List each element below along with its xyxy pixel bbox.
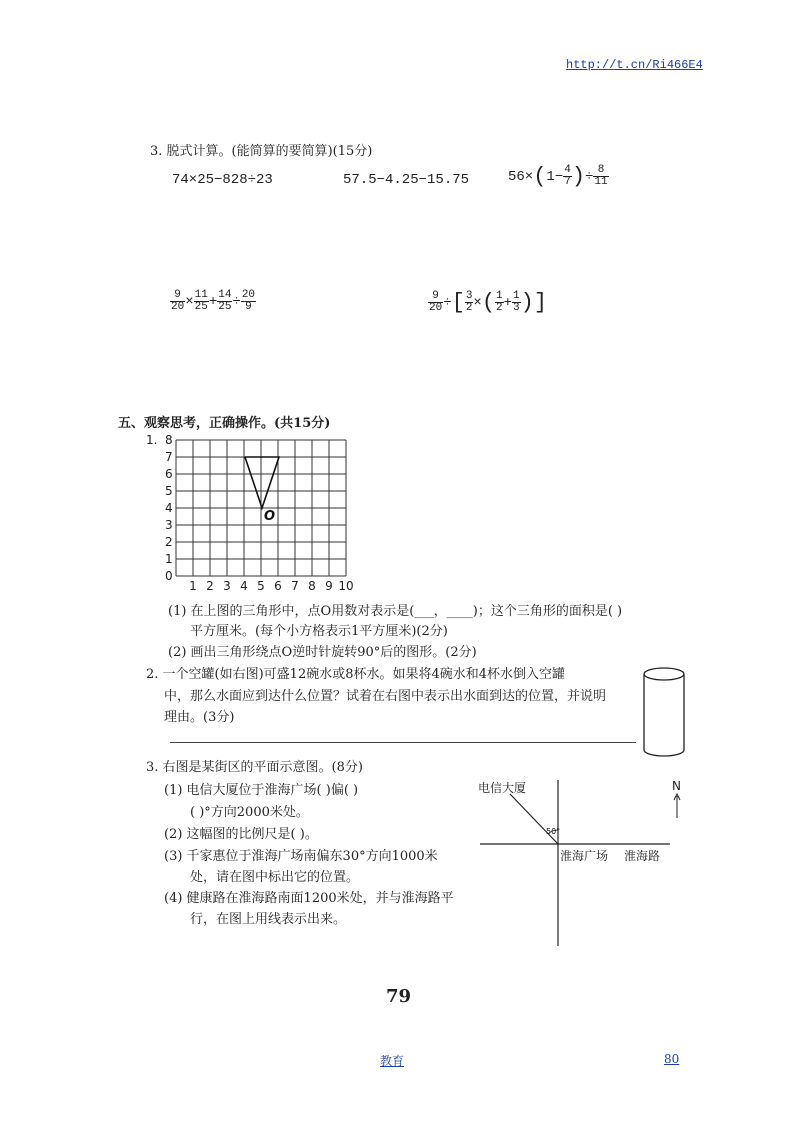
x-axis-label: 8 — [308, 579, 316, 592]
x-axis-label: 10 — [338, 579, 354, 592]
map-direction-line — [510, 794, 561, 844]
section5-title: 五、观察思考，正确操作。(共15分) — [118, 416, 331, 431]
x-axis-label: 2 — [206, 579, 214, 592]
q3-title: 3. 脱式计算。(能简算的要简算)(15分) — [150, 144, 373, 159]
coordinate-grid — [160, 430, 360, 592]
x-axis-label: 9 — [325, 579, 333, 592]
page-number: 79 — [386, 986, 412, 1007]
y-axis-label: 2 — [165, 535, 173, 549]
y-axis-label: 6 — [165, 467, 173, 481]
p1-q1-line1: (1) 在上图的三角形中，点O用数对表示是(___，____)；这个三角形的面积是( ) — [168, 604, 623, 619]
p3-title: 3. 右图是某街区的平面示意图。(8分) — [146, 760, 363, 775]
p2-line2: 中，那么水面应到达什么位置？试着在右图中表示出水面到达的位置，并说明 — [164, 689, 607, 704]
y-axis-label: 5 — [165, 484, 173, 498]
q3-expr-4: $\frac{9}{20}$ × $\frac{11}{25}$ + $\frac{14}{25}$ ÷ $\frac{20}{9}$ — [171, 289, 256, 313]
x-axis-label: 6 — [274, 579, 282, 592]
map-road-label: 淮海路 — [624, 849, 661, 863]
header-url-link[interactable]: http://t.cn/Ri466E4 — [566, 58, 703, 72]
p3-q1-line2: ( )°方向2000米处。 — [190, 805, 309, 820]
p3-q4-line1: (4) 健康路在淮海路南面1200米处，并与淮海路平 — [164, 891, 454, 906]
y-axis-label: 1 — [165, 552, 173, 566]
street-map — [470, 770, 700, 950]
p3-q3-line1: (3) 千家惠位于淮海广场南偏东30°方向1000米 — [164, 849, 438, 864]
p3-q1-line1: (1) 电信大厦位于淮海广场( )偏( ) — [164, 783, 359, 798]
map-building-label: 电信大厦 — [478, 781, 527, 795]
triangle-shape — [245, 457, 279, 508]
q3-expr-5: $\frac{9}{20}$ ÷[ $\frac{3}{2}$ ×( $\frac{1}{2}$ + $\frac{1}{3}$ )] — [429, 290, 548, 315]
y-axis-label: 4 — [165, 501, 173, 515]
p1-q2: (2) 画出三角形绕点O逆时针旋转90°后的图形。(2分) — [168, 645, 477, 660]
p3-q2: (2) 这幅图的比例尺是( )。 — [164, 827, 318, 842]
p3-q3-line2: 处，请在图中标出它的位置。 — [190, 870, 360, 885]
cylinder-can — [640, 664, 688, 760]
p2-line3: 理由。(3分) — [164, 710, 235, 725]
x-axis-label: 5 — [257, 579, 265, 592]
map-north-label: N — [672, 779, 681, 793]
y-axis-label: 8 — [165, 433, 173, 447]
q3-expr-2: 57.5−4.25−15.75 — [343, 172, 470, 188]
p3-q4-line2: 行，在图上用线表示出来。 — [190, 912, 347, 927]
p2-line1: 2. 一个空罐(如右图)可盛12碗水或8杯水。如果将4碗水和4杯水倒入空罐 — [146, 667, 566, 682]
footer-link-edu[interactable]: 教育 — [380, 1054, 405, 1068]
x-axis-label: 3 — [223, 579, 231, 592]
map-angle-label: 50° — [546, 827, 561, 836]
x-axis-label: 7 — [291, 579, 299, 592]
x-axis-label: 1 — [189, 579, 197, 592]
q3-expr-1: 74×25−828÷23 — [172, 172, 273, 188]
y-axis-label: 7 — [165, 450, 173, 464]
map-square-label: 淮海广场 — [560, 849, 609, 863]
point-o-label: O — [264, 509, 276, 524]
y-axis-label: 0 — [165, 569, 173, 583]
y-axis-label: 3 — [165, 518, 173, 532]
p1-q1-line2: 平方厘米。(每个小方格表示1平方厘米)(2分) — [190, 624, 448, 639]
x-axis-label: 4 — [240, 579, 248, 592]
footer-link-page[interactable]: 80 — [664, 1052, 680, 1066]
p2-answer-line[interactable] — [170, 742, 636, 743]
q3-expr-3: 56×(1− $\frac{4}{7}$ )÷ $\frac{8}{11}$ — [508, 164, 608, 189]
p1-number: 1. — [146, 433, 158, 447]
